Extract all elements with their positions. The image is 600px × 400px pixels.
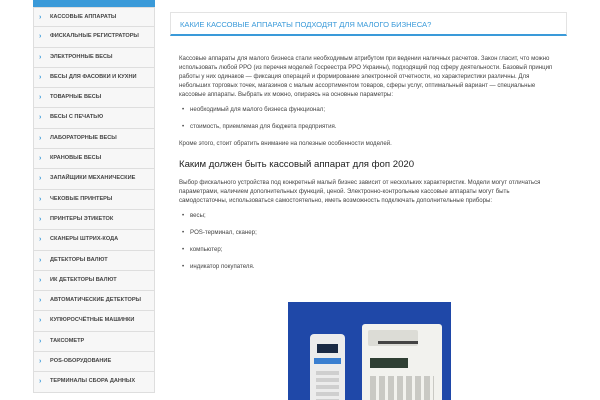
chevron-right-icon: › — [39, 358, 42, 366]
cash-register-photo — [288, 302, 451, 400]
sidebar-item[interactable] — [33, 68, 155, 88]
chevron-right-icon: › — [39, 14, 42, 21]
sidebar-item-label: ЗАПАЙЩИКИ МЕХАНИЧЕСКИЕ — [50, 175, 136, 182]
sidebar-item-label: СКАНЕРЫ ШТРИХ-КОДА — [50, 236, 119, 243]
list-item: • необходимый для малого бизнеса функционал; — [182, 105, 558, 114]
sidebar-item-label: ФИСКАЛЬНЫЕ РЕГИСТРАТОРЫ — [50, 33, 139, 40]
sidebar-item[interactable] — [33, 291, 155, 311]
chevron-right-icon: › — [39, 215, 42, 223]
chevron-right-icon: › — [39, 256, 42, 264]
sidebar-item-label: ИК ДЕТЕКТОРЫ ВАЛЮТ — [50, 276, 117, 283]
sidebar-item-label: ТОВАРНЫЕ ВЕСЫ — [50, 94, 102, 101]
chevron-right-icon: › — [39, 195, 42, 203]
sidebar-item[interactable] — [33, 352, 155, 372]
list-item: • весы; — [182, 211, 558, 220]
sidebar-item[interactable] — [33, 88, 155, 108]
sidebar-item[interactable] — [33, 149, 155, 169]
page-title: КАКИЕ КАССОВЫЕ АППАРАТЫ ПОДХОДЯТ ДЛЯ МАЛОГО БИЗНЕСА? — [170, 12, 567, 36]
sidebar-item-label: ЭЛЕКТРОННЫЕ ВЕСЫ — [50, 53, 113, 60]
chevron-right-icon: › — [39, 337, 42, 345]
list-item: • стоимость, приемлемая для бюджета предприятия. — [182, 122, 558, 131]
sidebar-item-label: КАССОВЫЕ АППАРАТЫ — [50, 14, 117, 20]
chevron-right-icon: › — [39, 317, 42, 325]
intro-paragraph: Кассовые аппараты для малого бизнеса стали необходимым атрибутом при ведении наличных расчетов. Закон гласит, что можно использовать любой РРО (из перечня моделей Госреестра РРО Украины), подходящий под сферу деятельности. Базовый принцип работы у них одинаков — фиксация операций и формирование электронной отчетности, но характеристики различны. Для небольших торговых точек, магазинов с малым ассортиментом товаров, сферы услуг, оптимальный вариант — специальные кассовые аппараты. Выбрать их можно, опираясь на основные параметры: — [179, 55, 553, 98]
params-list — [179, 105, 558, 131]
sidebar-item[interactable] — [33, 230, 155, 250]
sidebar-item-label: КРАНОВЫЕ ВЕСЫ — [50, 155, 102, 162]
devices-list — [179, 211, 558, 271]
sidebar-item-label: ТЕРМИНАЛЫ СБОРА ДАННЫХ — [50, 378, 136, 385]
chevron-right-icon: › — [39, 134, 42, 142]
list-item: • POS-терминал, сканер; — [182, 228, 558, 237]
chevron-right-icon: › — [39, 33, 42, 41]
sidebar-item-label: ТАКСОМЕТР — [50, 337, 85, 344]
chevron-right-icon: › — [39, 378, 42, 386]
sidebar-item[interactable] — [33, 311, 155, 331]
chevron-right-icon: › — [39, 53, 42, 61]
sidebar-item-label: ПРИНТЕРЫ ЭТИКЕТОК — [50, 215, 114, 222]
sidebar-item-label: ВЕСЫ С ПЕЧАТЬЮ — [50, 114, 104, 121]
selection-paragraph: Выбор фискального устройства под конкретный малый бизнес зависит от нескольких характеристик. Модели могут отличаться параметрами, наличием дополнительных функций, ценой. Электронно-контрольные кассовые аппараты могут быть самодостаточны, использоваться самостоятельно, иметь возможность подключать дополнительные приборы: — [179, 179, 541, 204]
sidebar-item-label: ВЕСЫ ДЛЯ ФАСОВКИ И КУХНИ — [50, 73, 137, 80]
sidebar-item[interactable] — [33, 332, 155, 352]
main-content — [170, 12, 567, 279]
chevron-right-icon: › — [39, 94, 42, 102]
section-heading: Каким должен быть кассовый аппарат для фоп 2020 — [179, 159, 415, 170]
sidebar-item[interactable] — [33, 190, 155, 210]
sidebar-item[interactable] — [33, 251, 155, 271]
sidebar-item[interactable] — [33, 271, 155, 291]
chevron-right-icon: › — [39, 73, 42, 81]
sidebar-item[interactable] — [33, 7, 155, 27]
chevron-right-icon: › — [39, 175, 42, 183]
portable-register-image — [310, 334, 345, 400]
list-item: • индикатор покупателя. — [182, 262, 558, 271]
sidebar-item-label: КУПЮРОСЧЁТНЫЕ МАШИНКИ — [50, 317, 135, 324]
sidebar-item-label: POS-ОБОРУДОВАНИЕ — [50, 358, 112, 365]
chevron-right-icon: › — [39, 114, 42, 122]
sidebar-item[interactable] — [33, 48, 155, 68]
article-body — [170, 36, 567, 271]
sidebar-item[interactable] — [33, 27, 155, 47]
sidebar-item[interactable] — [33, 129, 155, 149]
sidebar-item[interactable] — [33, 210, 155, 230]
sidebar-item-label: ЛАБОРАТОРНЫЕ ВЕСЫ — [50, 134, 117, 141]
sidebar-item-label: ЧЕКОВЫЕ ПРИНТЕРЫ — [50, 195, 113, 202]
sidebar-item-label: АВТОМАТИЧЕСКИЕ ДЕТЕКТОРЫ — [50, 297, 142, 304]
sidebar-menu — [33, 0, 155, 400]
chevron-right-icon: › — [39, 276, 42, 284]
sidebar-item[interactable] — [33, 169, 155, 189]
note-paragraph: Кроме этого, стоит обратить внимание на полезные особенности моделей. — [179, 140, 392, 147]
chevron-right-icon: › — [39, 155, 42, 163]
sidebar-top-bar — [33, 0, 155, 7]
chevron-right-icon: › — [39, 297, 42, 305]
list-item: • компьютер; — [182, 245, 558, 254]
sidebar-item-label: ДЕТЕКТОРЫ ВАЛЮТ — [50, 256, 108, 263]
desktop-register-image — [362, 324, 442, 400]
chevron-right-icon: › — [39, 236, 42, 244]
category-list — [33, 7, 155, 393]
sidebar-item[interactable] — [33, 108, 155, 128]
sidebar-item[interactable] — [33, 372, 155, 392]
